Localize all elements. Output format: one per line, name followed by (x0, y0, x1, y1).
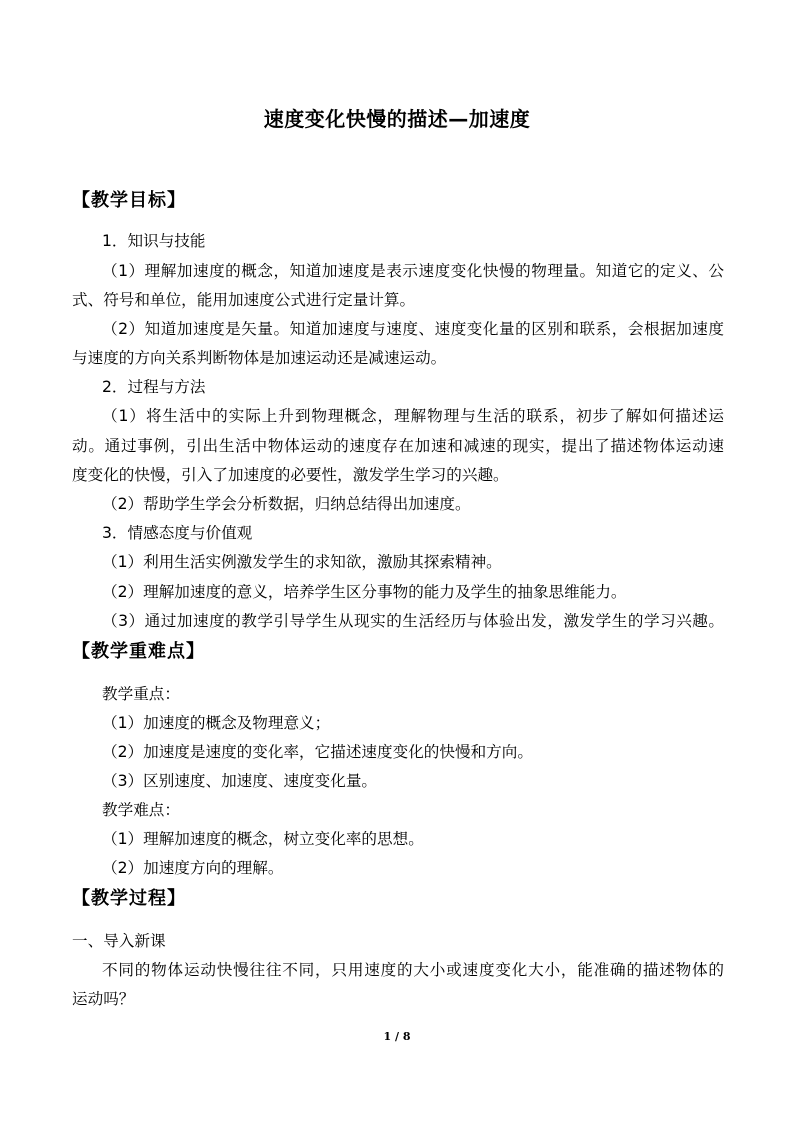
sub-heading: 一、导入新课 (72, 932, 166, 950)
paragraph-line: （1）利用生活实例激发学生的求知欲，激励其探索精神。 (102, 553, 502, 571)
list-item: （1）理解加速度的概念，树立变化率的思想。 (102, 830, 424, 848)
sub-label: 教学重点： (102, 685, 180, 703)
paragraph-line: 度变化的快慢，引入了加速度的必要性，激发学生学习的兴趣。 (72, 466, 509, 484)
page-number: 1 / 8 (383, 1030, 411, 1043)
list-item: （2）加速度是速度的变化率，它描述速度变化的快慢和方向。 (102, 743, 533, 761)
document-title: 速度变化快慢的描述—加速度 (263, 107, 531, 131)
paragraph-line: 与速度的方向关系判断物体是加速运动还是减速运动。 (72, 349, 447, 367)
section-heading-objectives: 【教学目标】 (72, 190, 186, 211)
list-item: （1）加速度的概念及物理意义； (102, 714, 331, 732)
section-heading-process: 【教学过程】 (72, 888, 186, 909)
section-heading-key-points: 【教学重难点】 (72, 641, 205, 662)
paragraph-line: （1）将生活中的实际上升到物理概念，理解物理与生活的联系，初步了解如何描述运 (102, 407, 724, 425)
paragraph-line: （2）理解加速度的意义，培养学生区分事物的能力及学生的抽象思维能力。 (102, 583, 627, 601)
paragraph-line: 动。通过事例，引出生活中物体运动的速度存在加速和减速的现实，提出了描述物体运动速 (72, 437, 724, 455)
paragraph-line: （3）通过加速度的教学引导学生从现实的生活经历与体验出发，激发学生的学习兴趣。 (102, 612, 724, 630)
paragraph-line: （2）帮助学生学会分析数据，归纳总结得出加速度。 (102, 495, 471, 513)
list-item: （2）加速度方向的理解。 (102, 859, 284, 877)
paragraph-line: （2）知道加速度是矢量。知道加速度与速度、速度变化量的区别和联系，会根据加速度 (102, 320, 724, 338)
paragraph-line: 不同的物体运动快慢往往不同，只用速度的大小或速度变化大小，能准确的描述物体的 (102, 961, 724, 979)
item-title: 1．知识与技能 (102, 232, 206, 250)
item-title: 2．过程与方法 (102, 378, 206, 396)
sub-label: 教学难点： (102, 801, 180, 819)
paragraph-line: （1）理解加速度的概念，知道加速度是表示速度变化快慢的物理量。知道它的定义、公 (102, 262, 724, 280)
list-item: （3）区别速度、加速度、速度变化量。 (102, 772, 378, 790)
paragraph-line: 运动吗？ (72, 990, 135, 1008)
paragraph-line: 式、符号和单位，能用加速度公式进行定量计算。 (72, 291, 416, 309)
item-title: 3．情感态度与价值观 (102, 524, 253, 542)
